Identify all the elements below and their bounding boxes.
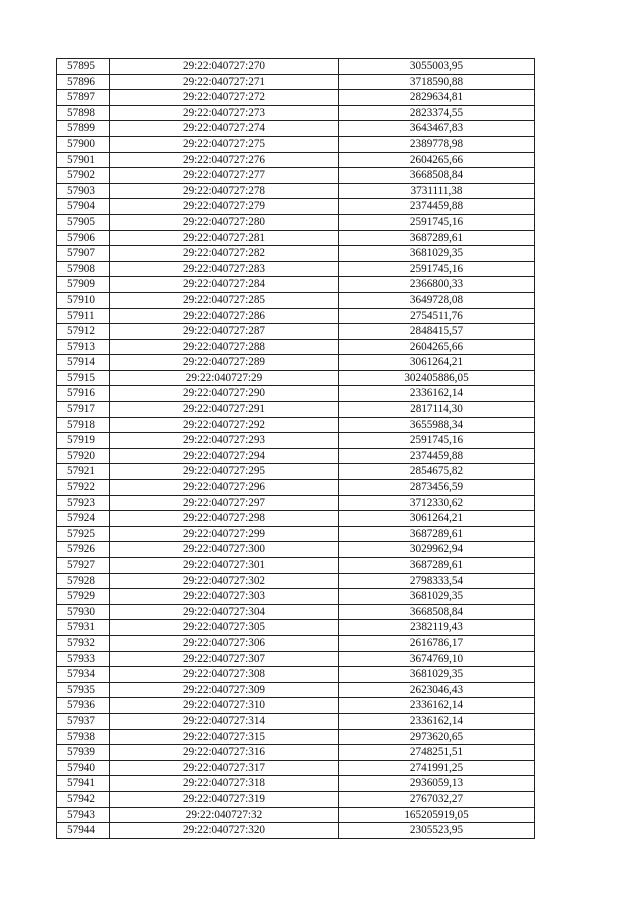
value-cell: 3712330,62: [339, 496, 535, 511]
row-number-cell: 57916: [57, 386, 110, 401]
value-cell: 3055003,95: [339, 59, 535, 74]
table-row: [57, 761, 535, 777]
value-cell: 3061264,21: [339, 511, 535, 526]
row-number-cell: 57914: [57, 355, 110, 370]
value-cell: 2591745,16: [339, 433, 535, 448]
value-cell: 3687289,61: [339, 558, 535, 573]
row-number-cell: 57902: [57, 168, 110, 183]
cadastral-number-cell: 29:22:040727:274: [110, 121, 339, 136]
value-cell: 2936059,13: [339, 776, 535, 791]
cadastral-number-cell: 29:22:040727:289: [110, 355, 339, 370]
row-number-cell: 57896: [57, 75, 110, 90]
value-cell: 3687289,61: [339, 231, 535, 246]
row-number-cell: 57943: [57, 808, 110, 823]
table-row: [57, 480, 535, 496]
row-number-cell: 57917: [57, 402, 110, 417]
table-row: [57, 449, 535, 465]
table-row: [57, 215, 535, 231]
table-row: [57, 667, 535, 683]
row-number-cell: 57908: [57, 262, 110, 277]
cadastral-number-cell: 29:22:040727:295: [110, 464, 339, 479]
row-number-cell: 57927: [57, 558, 110, 573]
cadastral-number-cell: 29:22:040727:271: [110, 75, 339, 90]
cadastral-number-cell: 29:22:040727:307: [110, 652, 339, 667]
table-row: [57, 153, 535, 169]
cadastral-number-cell: 29:22:040727:287: [110, 324, 339, 339]
data-table: [56, 58, 535, 839]
row-number-cell: 57897: [57, 90, 110, 105]
row-number-cell: 57928: [57, 574, 110, 589]
cadastral-number-cell: 29:22:040727:277: [110, 168, 339, 183]
value-cell: 2336162,14: [339, 714, 535, 729]
cadastral-number-cell: 29:22:040727:306: [110, 636, 339, 651]
table-row: [57, 698, 535, 714]
value-cell: 2748251,51: [339, 745, 535, 760]
row-number-cell: 57929: [57, 589, 110, 604]
cadastral-number-cell: 29:22:040727:301: [110, 558, 339, 573]
cadastral-number-cell: 29:22:040727:299: [110, 527, 339, 542]
value-cell: 2374459,88: [339, 199, 535, 214]
table-row: [57, 293, 535, 309]
table-row: [57, 340, 535, 356]
row-number-cell: 57911: [57, 309, 110, 324]
value-cell: 2873456,59: [339, 480, 535, 495]
row-number-cell: 57895: [57, 59, 110, 74]
value-cell: 2973620,65: [339, 730, 535, 745]
row-number-cell: 57899: [57, 121, 110, 136]
table-row: [57, 386, 535, 402]
table-row: [57, 106, 535, 122]
value-cell: 2336162,14: [339, 698, 535, 713]
cadastral-number-cell: 29:22:040727:304: [110, 605, 339, 620]
table-row: [57, 262, 535, 278]
cadastral-number-cell: 29:22:040727:310: [110, 698, 339, 713]
cadastral-number-cell: 29:22:040727:309: [110, 683, 339, 698]
cadastral-number-cell: 29:22:040727:278: [110, 184, 339, 199]
cadastral-number-cell: 29:22:040727:303: [110, 589, 339, 604]
value-cell: 2389778,98: [339, 137, 535, 152]
row-number-cell: 57924: [57, 511, 110, 526]
cadastral-number-cell: 29:22:040727:292: [110, 418, 339, 433]
table-row: [57, 418, 535, 434]
row-number-cell: 57925: [57, 527, 110, 542]
table-row: [57, 542, 535, 558]
cadastral-number-cell: 29:22:040727:298: [110, 511, 339, 526]
table-row: [57, 558, 535, 574]
table-row: [57, 574, 535, 590]
value-cell: 2305523,95: [339, 823, 535, 838]
cadastral-number-cell: 29:22:040727:318: [110, 776, 339, 791]
row-number-cell: 57913: [57, 340, 110, 355]
value-cell: 2336162,14: [339, 386, 535, 401]
cadastral-number-cell: 29:22:040727:273: [110, 106, 339, 121]
cadastral-number-cell: 29:22:040727:308: [110, 667, 339, 682]
cadastral-number-cell: 29:22:040727:275: [110, 137, 339, 152]
cadastral-number-cell: 29:22:040727:316: [110, 745, 339, 760]
table-row: [57, 402, 535, 418]
value-cell: 2616786,17: [339, 636, 535, 651]
value-cell: 2382119,43: [339, 620, 535, 635]
table-row: [57, 90, 535, 106]
cadastral-number-cell: 29:22:040727:319: [110, 792, 339, 807]
row-number-cell: 57904: [57, 199, 110, 214]
value-cell: 3681029,35: [339, 246, 535, 261]
table-row: [57, 371, 535, 387]
cadastral-number-cell: 29:22:040727:296: [110, 480, 339, 495]
value-cell: 3668508,84: [339, 168, 535, 183]
cadastral-number-cell: 29:22:040727:279: [110, 199, 339, 214]
row-number-cell: 57918: [57, 418, 110, 433]
table-row: [57, 620, 535, 636]
table-row: [57, 589, 535, 605]
value-cell: 2829634,81: [339, 90, 535, 105]
table-row: [57, 527, 535, 543]
row-number-cell: 57932: [57, 636, 110, 651]
value-cell: 2848415,57: [339, 324, 535, 339]
cadastral-number-cell: 29:22:040727:284: [110, 277, 339, 292]
row-number-cell: 57935: [57, 683, 110, 698]
cadastral-number-cell: 29:22:040727:29: [110, 371, 339, 386]
row-number-cell: 57912: [57, 324, 110, 339]
table-row: [57, 652, 535, 668]
value-cell: 2817114,30: [339, 402, 535, 417]
row-number-cell: 57921: [57, 464, 110, 479]
value-cell: 2374459,88: [339, 449, 535, 464]
table-row: [57, 511, 535, 527]
row-number-cell: 57919: [57, 433, 110, 448]
row-number-cell: 57944: [57, 823, 110, 838]
value-cell: 2741991,25: [339, 761, 535, 776]
table-row: [57, 324, 535, 340]
row-number-cell: 57920: [57, 449, 110, 464]
value-cell: 3681029,35: [339, 589, 535, 604]
value-cell: 3674769,10: [339, 652, 535, 667]
row-number-cell: 57909: [57, 277, 110, 292]
value-cell: 3687289,61: [339, 527, 535, 542]
cadastral-number-cell: 29:22:040727:285: [110, 293, 339, 308]
row-number-cell: 57931: [57, 620, 110, 635]
value-cell: 3668508,84: [339, 605, 535, 620]
row-number-cell: 57923: [57, 496, 110, 511]
cadastral-number-cell: 29:22:040727:297: [110, 496, 339, 511]
table-row: [57, 433, 535, 449]
table-row: [57, 730, 535, 746]
row-number-cell: 57903: [57, 184, 110, 199]
row-number-cell: 57922: [57, 480, 110, 495]
table-row: [57, 277, 535, 293]
table-row: [57, 59, 535, 75]
table-row: [57, 121, 535, 137]
value-cell: 2366800,33: [339, 277, 535, 292]
value-cell: 2798333,54: [339, 574, 535, 589]
cadastral-number-cell: 29:22:040727:280: [110, 215, 339, 230]
value-cell: 2591745,16: [339, 262, 535, 277]
value-cell: 3718590,88: [339, 75, 535, 90]
cadastral-number-cell: 29:22:040727:302: [110, 574, 339, 589]
table-row: [57, 246, 535, 262]
table-row: [57, 776, 535, 792]
row-number-cell: 57939: [57, 745, 110, 760]
row-number-cell: 57937: [57, 714, 110, 729]
table-row: [57, 355, 535, 371]
value-cell: 165205919,05: [339, 808, 535, 823]
cadastral-number-cell: 29:22:040727:291: [110, 402, 339, 417]
row-number-cell: 57907: [57, 246, 110, 261]
value-cell: 3061264,21: [339, 355, 535, 370]
value-cell: 2754511,76: [339, 309, 535, 324]
row-number-cell: 57930: [57, 605, 110, 620]
row-number-cell: 57901: [57, 153, 110, 168]
cadastral-number-cell: 29:22:040727:32: [110, 808, 339, 823]
table-row: [57, 231, 535, 247]
cadastral-number-cell: 29:22:040727:281: [110, 231, 339, 246]
table-row: [57, 496, 535, 512]
cadastral-number-cell: 29:22:040727:315: [110, 730, 339, 745]
row-number-cell: 57941: [57, 776, 110, 791]
cadastral-number-cell: 29:22:040727:270: [110, 59, 339, 74]
cadastral-number-cell: 29:22:040727:290: [110, 386, 339, 401]
cadastral-number-cell: 29:22:040727:314: [110, 714, 339, 729]
row-number-cell: 57942: [57, 792, 110, 807]
cadastral-number-cell: 29:22:040727:286: [110, 309, 339, 324]
row-number-cell: 57906: [57, 231, 110, 246]
row-number-cell: 57936: [57, 698, 110, 713]
row-number-cell: 57934: [57, 667, 110, 682]
cadastral-number-cell: 29:22:040727:288: [110, 340, 339, 355]
cadastral-number-cell: 29:22:040727:317: [110, 761, 339, 776]
table-row: [57, 168, 535, 184]
value-cell: 2767032,27: [339, 792, 535, 807]
value-cell: 2591745,16: [339, 215, 535, 230]
value-cell: 3649728,08: [339, 293, 535, 308]
cadastral-number-cell: 29:22:040727:300: [110, 542, 339, 557]
table-row: [57, 823, 535, 839]
table-row: [57, 137, 535, 153]
row-number-cell: 57926: [57, 542, 110, 557]
table-row: [57, 808, 535, 824]
row-number-cell: 57933: [57, 652, 110, 667]
value-cell: 2823374,55: [339, 106, 535, 121]
value-cell: 2604265,66: [339, 340, 535, 355]
table-row: [57, 75, 535, 91]
value-cell: 3643467,83: [339, 121, 535, 136]
table-row: [57, 792, 535, 808]
row-number-cell: 57910: [57, 293, 110, 308]
value-cell: 3029962,94: [339, 542, 535, 557]
table-row: [57, 745, 535, 761]
cadastral-number-cell: 29:22:040727:272: [110, 90, 339, 105]
value-cell: 2854675,82: [339, 464, 535, 479]
table-row: [57, 714, 535, 730]
row-number-cell: 57915: [57, 371, 110, 386]
value-cell: 302405886,05: [339, 371, 535, 386]
cadastral-number-cell: 29:22:040727:320: [110, 823, 339, 838]
row-number-cell: 57940: [57, 761, 110, 776]
row-number-cell: 57898: [57, 106, 110, 121]
table-row: [57, 199, 535, 215]
table-row: [57, 184, 535, 200]
value-cell: 3681029,35: [339, 667, 535, 682]
table-row: [57, 309, 535, 325]
row-number-cell: 57900: [57, 137, 110, 152]
value-cell: 3731111,38: [339, 184, 535, 199]
row-number-cell: 57905: [57, 215, 110, 230]
cadastral-number-cell: 29:22:040727:305: [110, 620, 339, 635]
table-row: [57, 464, 535, 480]
row-number-cell: 57938: [57, 730, 110, 745]
value-cell: 2623046,43: [339, 683, 535, 698]
table-row: [57, 636, 535, 652]
table-row: [57, 605, 535, 621]
value-cell: 2604265,66: [339, 153, 535, 168]
cadastral-number-cell: 29:22:040727:293: [110, 433, 339, 448]
cadastral-number-cell: 29:22:040727:282: [110, 246, 339, 261]
table-row: [57, 683, 535, 699]
cadastral-number-cell: 29:22:040727:276: [110, 153, 339, 168]
cadastral-number-cell: 29:22:040727:283: [110, 262, 339, 277]
cadastral-number-cell: 29:22:040727:294: [110, 449, 339, 464]
value-cell: 3655988,34: [339, 418, 535, 433]
